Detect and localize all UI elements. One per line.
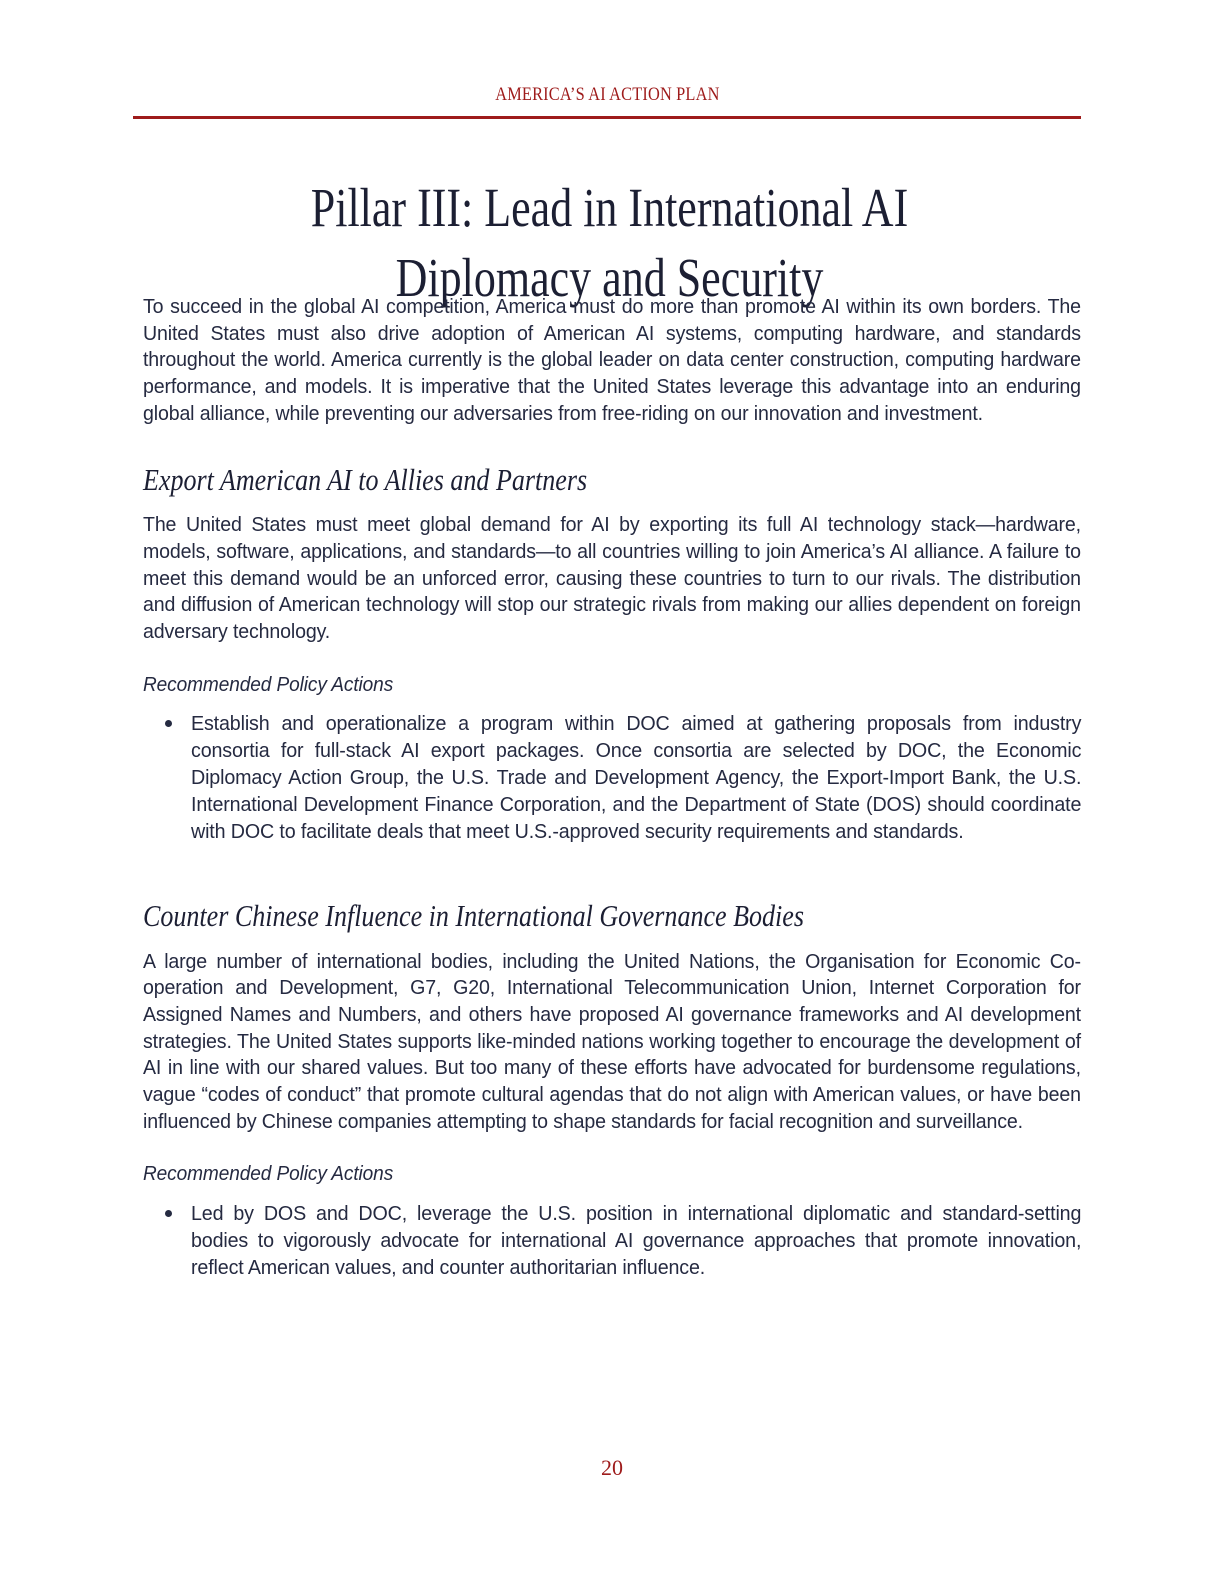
spacer — [143, 453, 1081, 461]
list-item — [189, 1200, 1081, 1281]
list-item-text: Establish and operationalize a program within DOC aimed at gathering proposals from industry consortia for full-stack AI export packages. Once consortia are selected by DOC, the Economic Diplomacy Action Group, the U.S. Trade and Development Agency, the Export-Import Bank, the U.S. International Development Finance Corporation, and the Department of State (DOS) should coordinate with DOC to facilitate deals that meet U.S.-approved security requirements and standards. — [191, 712, 1082, 844]
recommended-policy-actions-label: Recommended Policy Actions — [143, 672, 394, 696]
intro-paragraph: To succeed in the global AI competition, America must do more than promote AI within its own borders. The United States must also drive adoption of American AI systems, computing hardware, and standards throughout the world. America currently is the global leader on data center construction, computing hardware performance, and models. It is imperative that the United States leverage this advantage into an enduring global alliance, while preventing our adversaries from free-riding on our innovation and investment. — [143, 295, 1081, 425]
running-header — [133, 84, 1081, 106]
section-heading: Counter Chinese Influence in International Governance Bodies — [143, 898, 804, 934]
spacer — [143, 871, 1081, 897]
bullet-icon — [165, 1210, 172, 1217]
page-title: Pillar III: Lead in International AI Diplomacy and Security — [310, 176, 909, 309]
bullet-icon — [165, 720, 172, 727]
list-item — [189, 710, 1081, 845]
page-number: 20 — [601, 1455, 623, 1480]
policy-action-list — [143, 710, 1081, 845]
section-paragraph: The United States must meet global demand for AI by exporting its full AI technology stack—hardware, models, software, applications, and standards—to all countries willing to join America’s AI alliance. A failure to meet this demand would be an unforced error, causing these countries to turn to our rivals. The distribution and diffusion of American technology will stop our strategic rivals from making our allies dependent on foreign adversary technology. — [143, 513, 1081, 643]
header-divider-rule — [133, 116, 1081, 119]
section-export-american-ai — [143, 461, 1081, 845]
list-item-text: Led by DOS and DOC, leverage the U.S. position in international diplomatic and standard-setting bodies to vigorously advocate for international AI governance approaches that promote innovation, reflect American values, and counter authoritarian influence. — [191, 1201, 1082, 1279]
section-counter-chinese-influence — [143, 897, 1081, 1280]
section-heading: Export American AI to Allies and Partners — [143, 462, 588, 498]
recommended-policy-actions-label: Recommended Policy Actions — [143, 1162, 394, 1186]
content-column — [143, 294, 1081, 1307]
policy-action-list — [143, 1200, 1081, 1281]
section-paragraph: A large number of international bodies, including the United Nations, the Organisation for Economic Co-operation and Development, G7, G20, International Telecommunication Union, Internet Corporation for Assigned Names and Numbers, and others have proposed AI governance frameworks and AI development strategies. The United States supports like-minded nations working together to encourage the development of AI in line with our shared values. But too many of these efforts have advocated for burdensome regulations, vague “codes of conduct” that promote cultural agendas that do not align with American values, or have been influenced by Chinese companies attempting to shape standards for facial recognition and surveillance. — [143, 949, 1081, 1133]
running-header-text: AMERICA’S AI ACTION PLAN — [494, 84, 720, 105]
